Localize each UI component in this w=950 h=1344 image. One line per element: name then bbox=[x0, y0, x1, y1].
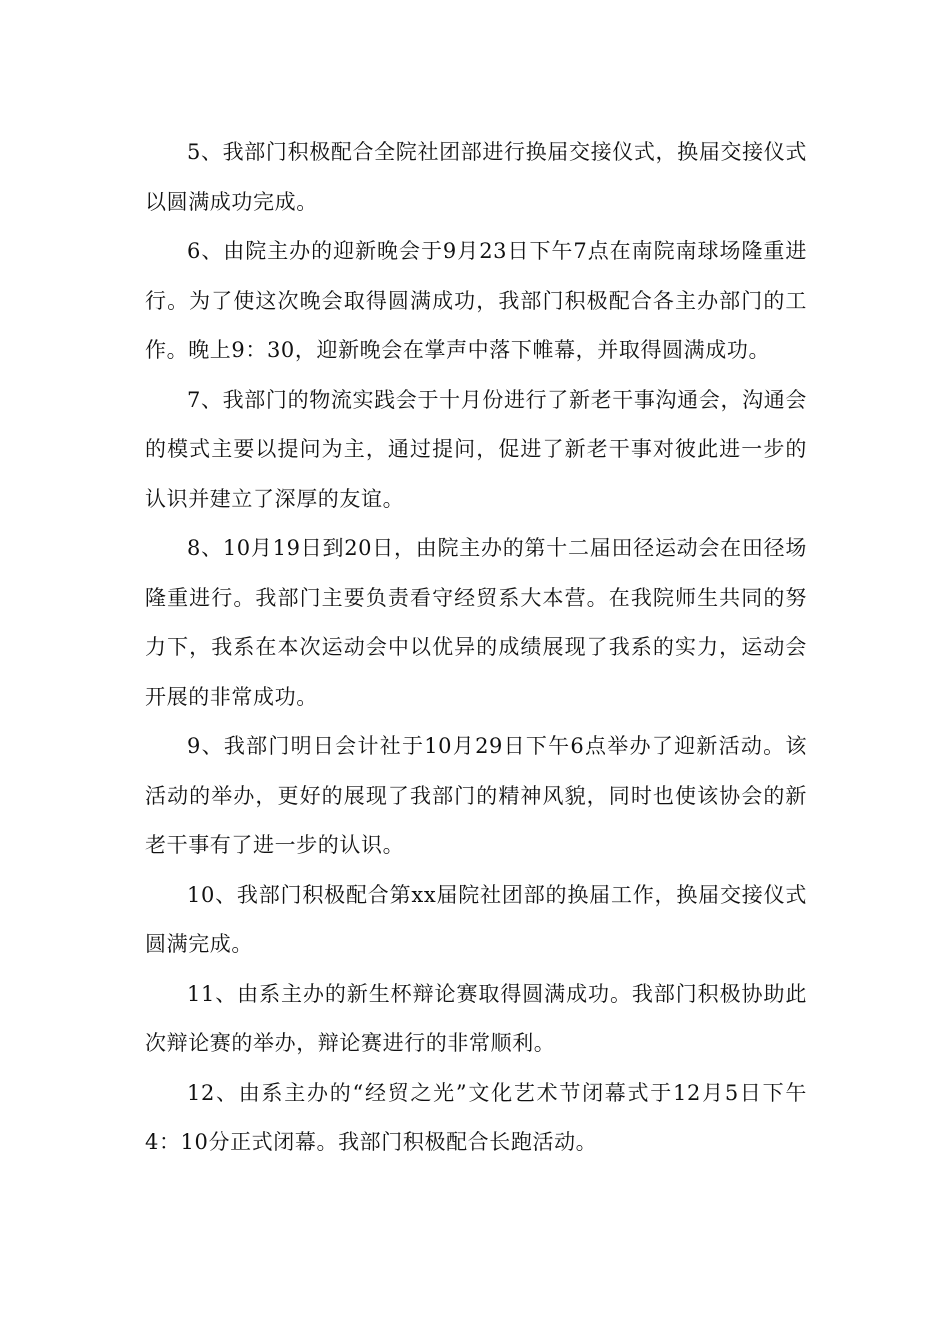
paragraph-item-6: 6、由院主办的迎新晚会于9月23日下午7点在南院南球场隆重进行。为了使这次晚会取得圆满成功，我部门积极配合各主办部门的工作。晚上9：30，迎新晚会在掌声中落下帷幕，并取得圆满成功。 bbox=[145, 239, 807, 362]
paragraph-item-10: 10、我部门积极配合第xx届院社团部的换届工作，换届交接仪式圆满完成。 bbox=[145, 882, 807, 956]
document-body bbox=[145, 128, 807, 1168]
paragraph-item-9: 9、我部门明日会计社于10月29日下午6点举办了迎新活动。该活动的举办，更好的展现了我部门的精神风貌，同时也使该协会的新老干事有了进一步的认识。 bbox=[145, 734, 807, 857]
paragraph-item-8: 8、10月19日到20日，由院主办的第十二届田径运动会在田径场隆重进行。我部门主要负责看守经贸系大本营。在我院师生共同的努力下，我系在本次运动会中以优异的成绩展现了我系的实力，运动会开展的非常成功。 bbox=[145, 536, 807, 709]
paragraph-item-12: 12、由系主办的“经贸之光”文化艺术节闭幕式于12月5日下午4：10分正式闭幕。我部门积极配合长跑活动。 bbox=[145, 1080, 807, 1154]
paragraph-item-5: 5、我部门积极配合全院社团部进行换届交接仪式，换届交接仪式以圆满成功完成。 bbox=[145, 140, 807, 214]
paragraph-item-11: 11、由系主办的新生杯辩论赛取得圆满成功。我部门积极协助此次辩论赛的举办，辩论赛进行的非常顺利。 bbox=[145, 981, 807, 1055]
paragraph-item-7: 7、我部门的物流实践会于十月份进行了新老干事沟通会，沟通会的模式主要以提问为主，通过提问，促进了新老干事对彼此进一步的认识并建立了深厚的友谊。 bbox=[145, 387, 807, 511]
